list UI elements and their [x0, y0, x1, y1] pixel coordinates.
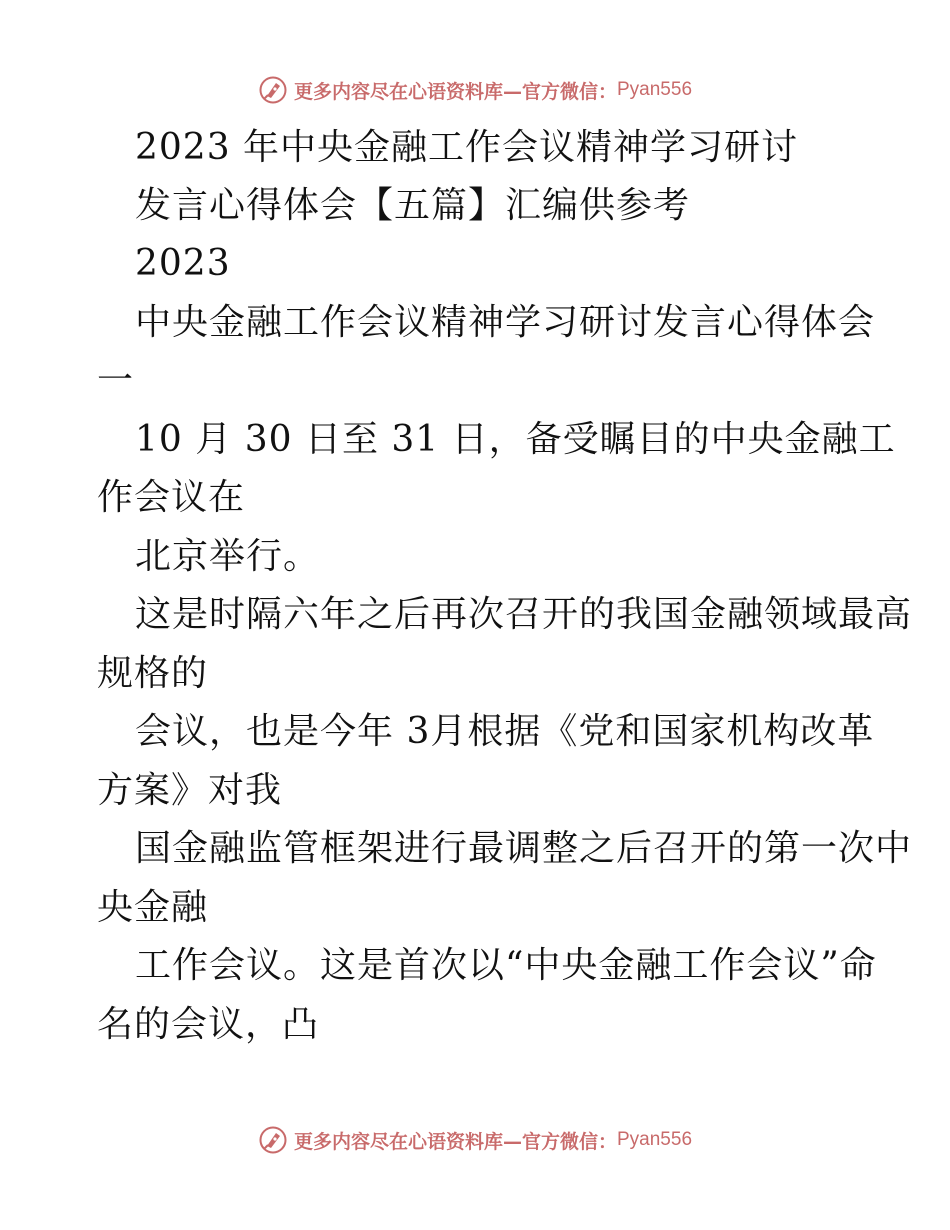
paragraph-line: 这是时隔六年之后再次召开的我国金融领域最高	[135, 594, 913, 635]
paragraph-line: 北京举行。	[135, 536, 321, 577]
paragraph-line: 会议，也是今年 3月根据《党和国家机构改革	[135, 711, 875, 752]
title-line-2: 发言心得体会【五篇】汇编供参考	[135, 185, 691, 226]
watermark-text: 更多内容尽在心语资料库—官方微信：	[293, 1130, 617, 1153]
watermark-wechat-id: Pyan556	[617, 79, 693, 100]
paragraph-line: 方案》对我	[97, 770, 283, 811]
title-line-1: 2023 年中央金融工作会议精神学习研讨	[135, 127, 799, 168]
paragraph-line: 10 月 30 日至 31 日，备受瞩目的中央金融工	[135, 419, 896, 460]
watermark-wechat-id: Pyan556	[617, 1129, 693, 1150]
paragraph-line: 中央金融工作会议精神学习研讨发言心得体会	[135, 302, 876, 343]
paragraph-line: 央金融	[97, 887, 209, 928]
paragraph-line: 一	[97, 360, 135, 401]
pen-nib-circle-icon	[258, 75, 288, 105]
footer-watermark	[0, 1120, 950, 1160]
paragraph-line: 国金融监管框架进行最调整之后召开的第一次中	[135, 828, 913, 869]
watermark-text: 更多内容尽在心语资料库—官方微信：	[293, 80, 617, 103]
paragraph-line: 规格的	[97, 653, 209, 694]
paragraph-line: 名的会议，凸	[97, 1004, 320, 1045]
paragraph-line: 工作会议。这是首次以“中央金融工作会议”命	[135, 945, 877, 986]
pen-nib-circle-icon	[258, 1125, 288, 1155]
paragraph-line: 作会议在	[97, 477, 246, 518]
header-watermark	[0, 70, 950, 110]
paragraph-line: 2023	[135, 243, 231, 284]
